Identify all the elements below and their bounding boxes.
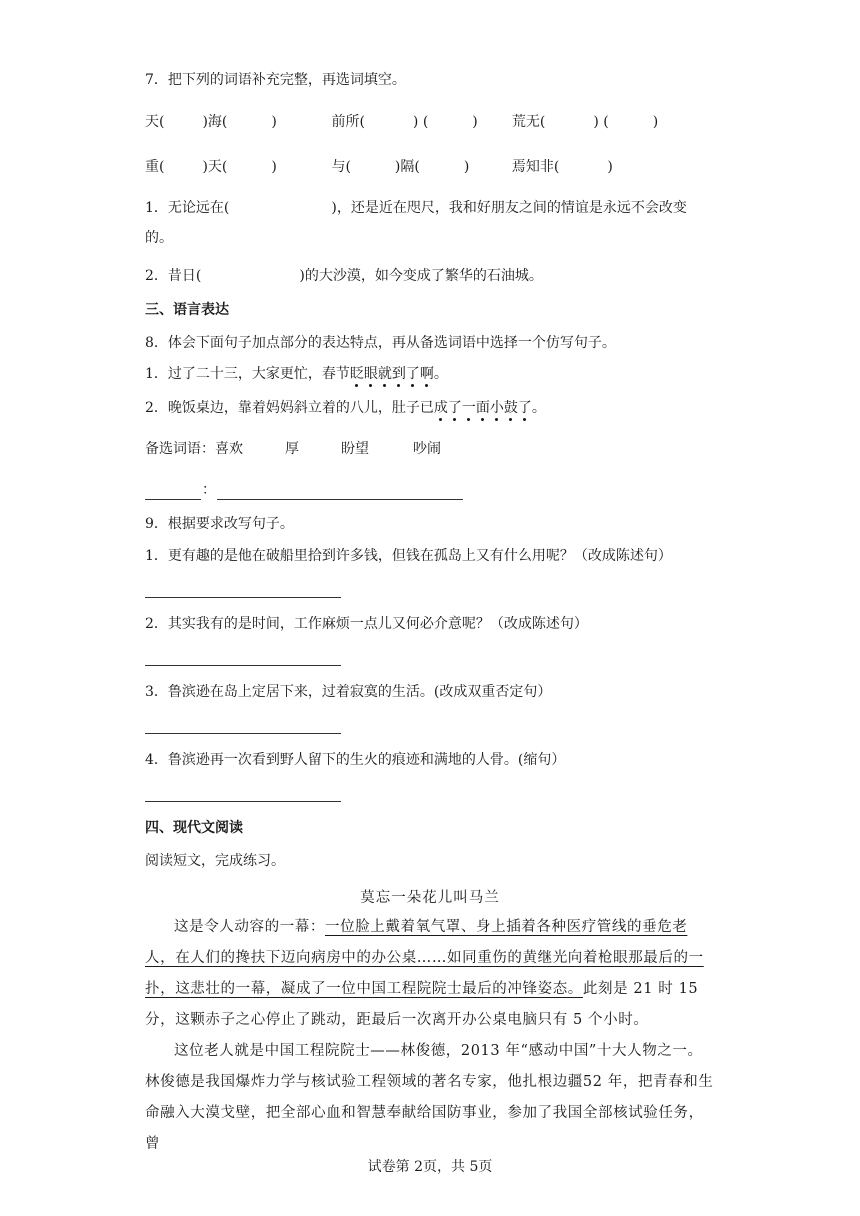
emphasis-char: 了: [517, 400, 532, 416]
page-footer: 试卷第 2页，共 5页: [367, 1159, 493, 1175]
emphasis-char: 成: [433, 400, 448, 416]
emphasis-char: 一: [461, 400, 476, 416]
underlined-sentence: 一位脸上戴着氧气罩、身上插着各种医疗管线的垂危老人，在人们的搀扶下迈向病房中的办公桌……如同重伤的黄继光向着枪眼那最后的一扑，这悲壮的一幕，凝成了一位中国工程院院士最后的冲锋姿态。: [145, 919, 704, 997]
emphasis-char: 眨: [349, 366, 364, 382]
emphasis-char: 到: [391, 366, 406, 382]
reading-passage: [145, 912, 717, 1160]
q9-item-4: 4．鲁滨逊再一次看到野人留下的生火的痕迹和满地的人骨。(缩句）: [145, 752, 566, 768]
q7-r1-w2: 前所( ) ( ): [331, 114, 478, 130]
q8-sentence-1: 1．过了二十三，大家更忙，春节眨眼就到了啊。: [145, 366, 448, 382]
q8-answer-line: ：: [145, 480, 463, 500]
q9-answer-line-4: [145, 801, 341, 802]
q8-title: 8．体会下面句子加点部分的表达特点，再从备选词语中选择一个仿写句子。: [145, 335, 616, 351]
passage-paragraph-2: 这位老人就是中国工程院院士——林俊德，2013 年“感动中国”十大人物之一。林俊德是我国爆炸力学与核试验工程领域的著名专家，他扎根边疆52 年，把青春和生命融入大漠戈壁，把全部心血和智慧奉献给国防事业，参加了我国全部核试验任务，曾: [145, 1043, 714, 1152]
q7-title: 7．把下列的词语补充完整，再选词填空。: [145, 72, 406, 88]
emphasis-char: 小: [489, 400, 504, 416]
q7-r2-w1: 重( )天( ): [145, 159, 277, 175]
q9-answer-line-2: [145, 665, 341, 666]
section-4-heading: 四、现代文阅读: [145, 820, 243, 836]
option-2: 厚: [285, 441, 299, 457]
emphasis-char: 了: [405, 366, 420, 382]
section-3-heading: 三、语言表达: [145, 302, 229, 318]
q8-options: 备选词语：喜欢 厚 盼望 吵闹: [145, 441, 441, 457]
q9-answer-line-3: [145, 733, 341, 734]
q8-dotted-part-2: [434, 400, 532, 416]
q7-r1-w3: 荒无( ) ( ): [511, 114, 659, 130]
q8-dotted-part-1: [350, 366, 434, 382]
q7-r2-w2: 与( )隔( ): [331, 159, 470, 175]
q9-item-3: 3．鲁滨逊在岛上定居下来，过着寂寞的生活。(改成双重否定句）: [145, 684, 552, 700]
emphasis-char: 面: [475, 400, 490, 416]
emphasis-char: 眼: [363, 366, 378, 382]
q9-item-1: 1．更有趣的是他在破船里拾到许多钱，但钱在孤岛上又有什么用呢？（改成陈述句）: [145, 548, 672, 564]
q7-row1: [145, 112, 658, 132]
emphasis-char: 就: [377, 366, 392, 382]
q9-item-2: 2．其实我有的是时间，工作麻烦一点儿又何必介意呢？（改成陈述句）: [145, 616, 588, 632]
q8-sentence-2: 2．晚饭桌边，靠着妈妈斜立着的八儿，肚子已成了一面小鼓了。: [145, 400, 546, 416]
q7-sentence-2: 2．昔日( )的大沙漠，如今变成了繁华的石油城。: [145, 268, 543, 284]
q7-r2-w3: 焉知非( ): [511, 159, 613, 175]
reading-intro: 阅读短文，完成练习。: [145, 853, 285, 869]
option-1: 喜欢: [215, 441, 243, 457]
option-4: 吵闹: [413, 441, 441, 457]
q7-sentence-1: 1．无论远在( )，还是近在咫尺，我和好朋友之间的情谊是永远不会改变 的。: [145, 200, 687, 246]
option-3: 盼望: [341, 441, 369, 457]
emphasis-char: 啊: [419, 366, 434, 382]
q9-title: 9．根据要求改写句子。: [145, 516, 294, 532]
reading-title: 莫忘一朵花儿叫马兰: [360, 890, 500, 906]
q7-r1-w1: 天( )海( ): [145, 114, 277, 130]
passage-paragraph-1: 这是令人动容的一幕：一位脸上戴着氧气罩、身上插着各种医疗管线的垂危老人，在人们的搀扶下迈向病房中的办公桌……如同重伤的黄继光向着枪眼那最后的一扑，这悲壮的一幕，凝成了一位中国工程院院士最后的冲锋姿态。此刻是 21 时 15 分，这颗赤子之心停止了跳动，距最后一次离开办公桌电脑只有 5 个小时。: [145, 919, 704, 1028]
emphasis-char: 鼓: [503, 400, 518, 416]
q9-answer-line-1: [145, 597, 341, 598]
emphasis-char: 了: [447, 400, 462, 416]
q7-row2: [145, 157, 613, 177]
